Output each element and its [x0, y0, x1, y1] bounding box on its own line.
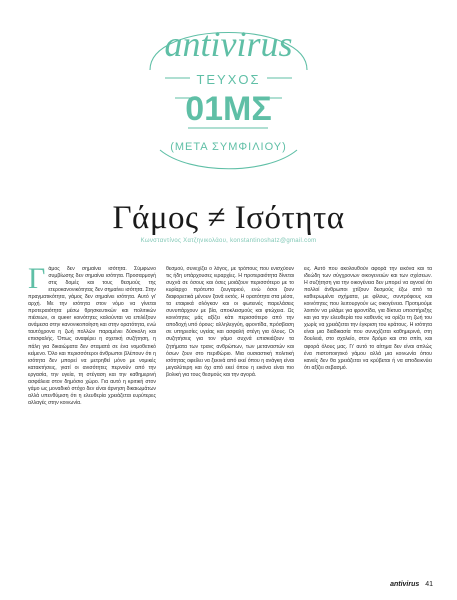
masthead-tagline: (ΜΕΤΑ ΣΥΜΦΙΛΙΟΥ) — [170, 141, 287, 153]
column-text-1: άμος δεν σημαίνει ισότητα. Σύμφωνο συμβίωσης δεν σημαίνει ισότητα. Προσαρμογή στις δομές και τους θεσμούς της ετεροκανονικότητας δεν σημαίνει ισότητα. Στην πραγματικότητα, γάμος δεν σημαίνει ισότητα. Αυτό γι' αρχή. Με την ισότητα στον νόμο να γίνεται προτεραιότητα μέσω θρησκευτικών και πολιτικών πιέσεων, οι queer κοινότητες καλούνται να επιλέξουν ανάμεσα στην κανονικοποίηση και στην ορατότητα, ενώ ταυτόχρονα η ζωή πολλών παραμένει δύσκολη και επισφαλής. Όπως αναφέρει η σχετική συζήτηση, η πάλη για δικαιώματα δεν σταματά σε ένα νομοθετικό κείμενο. Όλο και περισσότεροι άνθρωποι βλέπουν ότι η ισότητα δεν μπορεί να μετρηθεί μόνο με νομικές κατακτήσεις, γιατί οι ανισότητες περνούν από την εργασία, την υγεία, τη στέγαση και την καθημερινή ασφάλεια στον δημόσιο χώρο. Για αυτό η κριτική στον γάμο ως μοναδικό στόχο δεν είναι άρνηση δικαιωμάτων αλλά υπενθύμιση ότι η ελευθερία χρειάζεται ευρύτερες αλλαγές στην κοινωνία. — [28, 266, 156, 406]
article-body — [28, 266, 432, 582]
page-number: 41 — [425, 581, 433, 588]
issue-badge — [0, 0, 457, 185]
drop-cap: Γ — [28, 266, 46, 295]
article-column-3 — [304, 266, 432, 582]
article-title: Γάμος ≠ Ισότητα — [112, 200, 345, 236]
footer-brand: antivirus — [390, 581, 420, 588]
column-text-3: εις. Αυτό που ακολουθούν αφορά την εικόνα και τα ιδεώδη των σύγχρονων οικογενειών και των σχέσεων. Η συζήτηση για την οικογένεια δεν μπορεί να αγνοεί ότι πολλοί άνθρωποι χτίζουν δεσμούς έξω από τα καθιερωμένα σχήματα, με φίλους, συντρόφους και κοινότητες που λειτουργούν ως οικογένεια. Προτιμούμε λοιπόν να μιλάμε για φροντίδα, για δίκτυα υποστήριξης και για την ελευθερία του καθενός να ορίζει τη ζωή του χωρίς να χρειάζεται την έγκριση του κράτους. Η ισότητα είναι μια διαδικασία που συνεχίζεται καθημερινά, στη δουλειά, στο σχολείο, στον δρόμο και στο σπίτι, και αφορά όλους μας. Γι' αυτό το αίτημα δεν είναι απλώς ένα πιστοποιητικό γάμου αλλά μια κοινωνία όπου κανείς δεν θα χρειάζεται να κρύβεται ή να αποδεικνύει ότι αξίζει σεβασμό. — [304, 266, 432, 371]
masthead-issue-number: 01ΜΣ — [185, 90, 272, 128]
article-byline: Κωνσταντίνος Χατζηνικολάου, konstantinoshatz@gmail.com — [140, 238, 317, 244]
article-column-2 — [166, 266, 294, 582]
masthead — [0, 0, 457, 185]
masthead-issue-word: ΤΕΥΧΟΣ — [196, 72, 261, 87]
article-column-1 — [28, 266, 156, 582]
column-text-2: θεσμού, συνεχίζει ο λόγος, με τρόπους που ενισχύουν τις ήδη υπάρχουσες ιεραρχίες. Η προτεραιότητα δίνεται συχνά σε όσους και όσες μοιάζουν περισσότερο με το κυρίαρχο πρότυπο ζευγαριού, ενώ όσοι ζουν διαφορετικά μένουν ξανά εκτός. Η ορατότητα στα μέσα, τα εταιρικά σλόγκαν και οι φωτεινές παρελάσεις συνυπάρχουν με βία, αποκλεισμούς και φτώχεια. Ως κοινότητες μάς αξίζει κάτι περισσότερο από την αποδοχή υπό όρους: αλληλεγγύη, φροντίδα, πρόσβαση σε υπηρεσίες υγείας και ασφαλή στέγη για όλους. Οι συζητήσεις για τον γάμο συχνά επισκιάζουν τα ζητήματα των τρανς ανθρώπων, των μεταναστών και όσων ζουν στο περιθώριο. Μια ουσιαστική πολιτική ισότητας οφείλει να ξεκινά από εκεί όπου η ανάγκη είναι μεγαλύτερη και όχι από εκεί όπου η εικόνα είναι πιο βολική για τους θεσμούς και την αγορά. — [166, 266, 294, 378]
page-footer — [390, 581, 433, 588]
masthead-brand: antivirus — [164, 24, 293, 64]
